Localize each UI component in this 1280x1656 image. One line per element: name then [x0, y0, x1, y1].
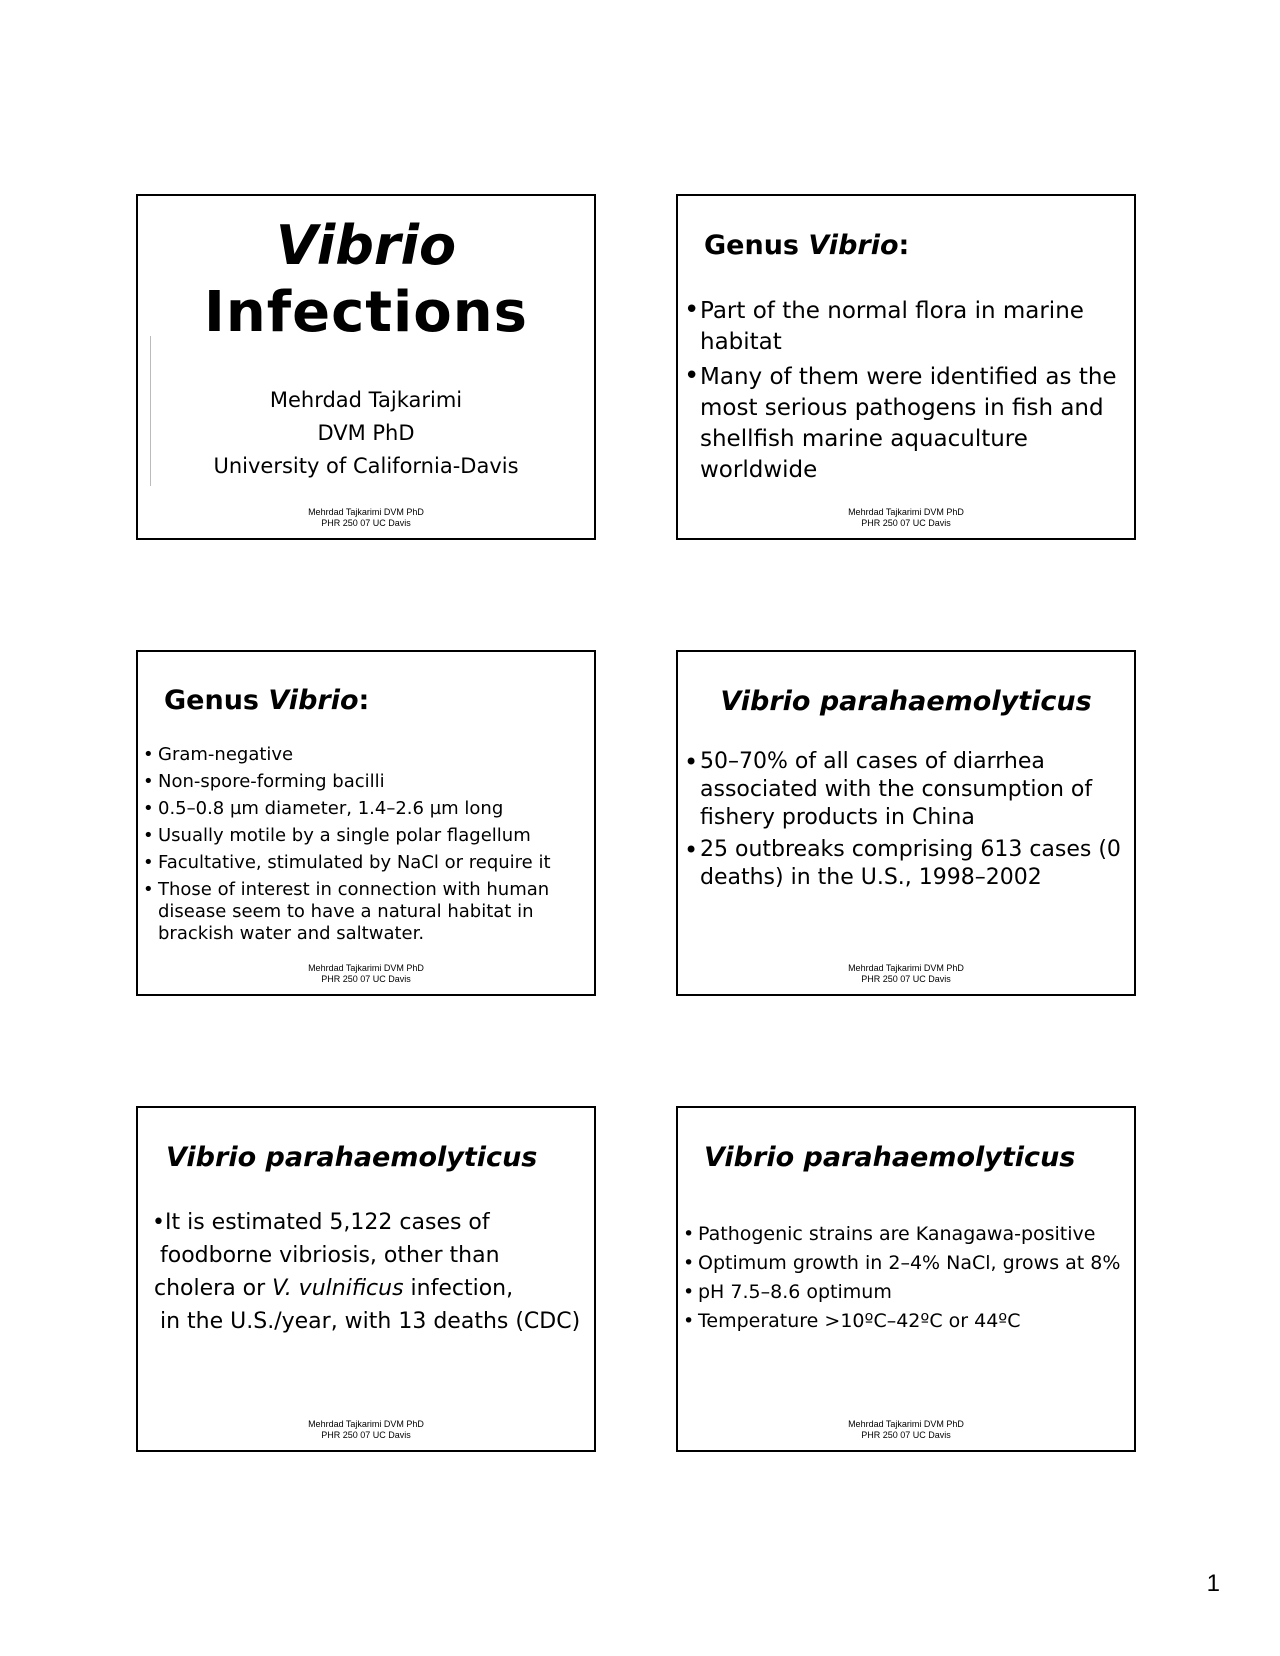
- list-item: • Those of interest in connection with human disease seem to have a natural habitat in brackish water and saltwater.: [142, 879, 582, 945]
- slide-vp-cdc-estimate: [136, 1106, 596, 1452]
- slide-genus-vibrio-2: [136, 650, 596, 996]
- slide-footer: [138, 507, 594, 529]
- footer-line-2: PHR 250 07 UC Davis: [321, 974, 411, 984]
- text-line-4: in the U.S./year, with 13 deaths (CDC): [160, 1309, 581, 1334]
- list-item: • Facultative, stimulated by NaCl or require it: [142, 852, 582, 874]
- list-item: • Gram-negative: [142, 744, 582, 766]
- footer-line-1: Mehrdad Tajkarimi DVM PhD: [308, 963, 424, 973]
- slide-heading: Vibrio parahaemolyticus: [720, 686, 1092, 717]
- slide-heading: Vibrio parahaemolyticus: [704, 1142, 1076, 1173]
- bullet-list: [682, 1222, 1132, 1338]
- slide-footer: [138, 963, 594, 985]
- slide-vp-epidemiology: [676, 650, 1136, 996]
- slide-title: [136, 194, 596, 540]
- text-line-1: •It is estimated 5,122 cases of: [152, 1210, 490, 1235]
- text-line-3: cholera or V. vulnificus infection,: [154, 1276, 514, 1301]
- bullet-glyph: •: [152, 1210, 165, 1235]
- bullet-list: [682, 748, 1122, 896]
- footer-line-1: Mehrdad Tajkarimi DVM PhD: [308, 1419, 424, 1429]
- slide-title-italic: Vibrio: [275, 214, 457, 277]
- list-item: • Part of the normal flora in marine habitat: [682, 296, 1122, 358]
- list-item: • Non-spore-forming bacilli: [142, 771, 582, 793]
- list-item: • Usually motile by a single polar flagellum: [142, 825, 582, 847]
- footer-line-2: PHR 250 07 UC Davis: [861, 1430, 951, 1440]
- page-number: 1: [1206, 1570, 1220, 1597]
- slide-heading: Genus Vibrio:: [704, 230, 910, 261]
- list-item: • 50–70% of all cases of diarrhea associated with the consumption of fishery products in China: [682, 748, 1122, 832]
- slide-heading: Genus Vibrio:: [164, 685, 370, 716]
- list-item: • Many of them were identified as the most serious pathogens in fish and shellfish marine aquaculture worldwide: [682, 362, 1122, 486]
- slide-footer: [138, 1419, 594, 1441]
- list-item: • Optimum growth in 2–4% NaCl, grows at 8%: [682, 1251, 1132, 1275]
- footer-line-1: Mehrdad Tajkarimi DVM PhD: [308, 507, 424, 517]
- list-item: • 25 outbreaks comprising 613 cases (0 deaths) in the U.S., 1998–2002: [682, 836, 1122, 892]
- footer-line-1: Mehrdad Tajkarimi DVM PhD: [848, 507, 964, 517]
- author-block: [138, 384, 594, 483]
- author-degree: DVM PhD: [317, 421, 415, 445]
- footer-line-2: PHR 250 07 UC Davis: [321, 1430, 411, 1440]
- slide-footer: [678, 963, 1134, 985]
- footer-line-2: PHR 250 07 UC Davis: [861, 974, 951, 984]
- slide-footer: [678, 507, 1134, 529]
- footer-line-1: Mehrdad Tajkarimi DVM PhD: [848, 963, 964, 973]
- slide-vp-growth: [676, 1106, 1136, 1452]
- list-item: • Temperature >10ºC–42ºC or 44ºC: [682, 1309, 1132, 1333]
- bullet-list: [682, 296, 1122, 490]
- list-item: • Pathogenic strains are Kanagawa-positive: [682, 1222, 1132, 1246]
- slide-genus-vibrio-1: [676, 194, 1136, 540]
- bullet-list: [142, 744, 582, 950]
- list-item: • 0.5–0.8 µm diameter, 1.4–2.6 µm long: [142, 798, 582, 820]
- slide-title-main: Infections: [204, 280, 528, 345]
- author-affiliation: University of California-Davis: [213, 454, 519, 478]
- list-item: • pH 7.5–8.6 optimum: [682, 1280, 1132, 1304]
- footer-line-2: PHR 250 07 UC Davis: [861, 518, 951, 528]
- author-name: Mehrdad Tajkarimi: [269, 388, 463, 412]
- footer-line-1: Mehrdad Tajkarimi DVM PhD: [848, 1419, 964, 1429]
- slide-heading: Vibrio parahaemolyticus: [166, 1142, 538, 1173]
- text-line-2: foodborne vibriosis, other than: [160, 1243, 500, 1268]
- slide-footer: [678, 1419, 1134, 1441]
- footer-line-2: PHR 250 07 UC Davis: [321, 518, 411, 528]
